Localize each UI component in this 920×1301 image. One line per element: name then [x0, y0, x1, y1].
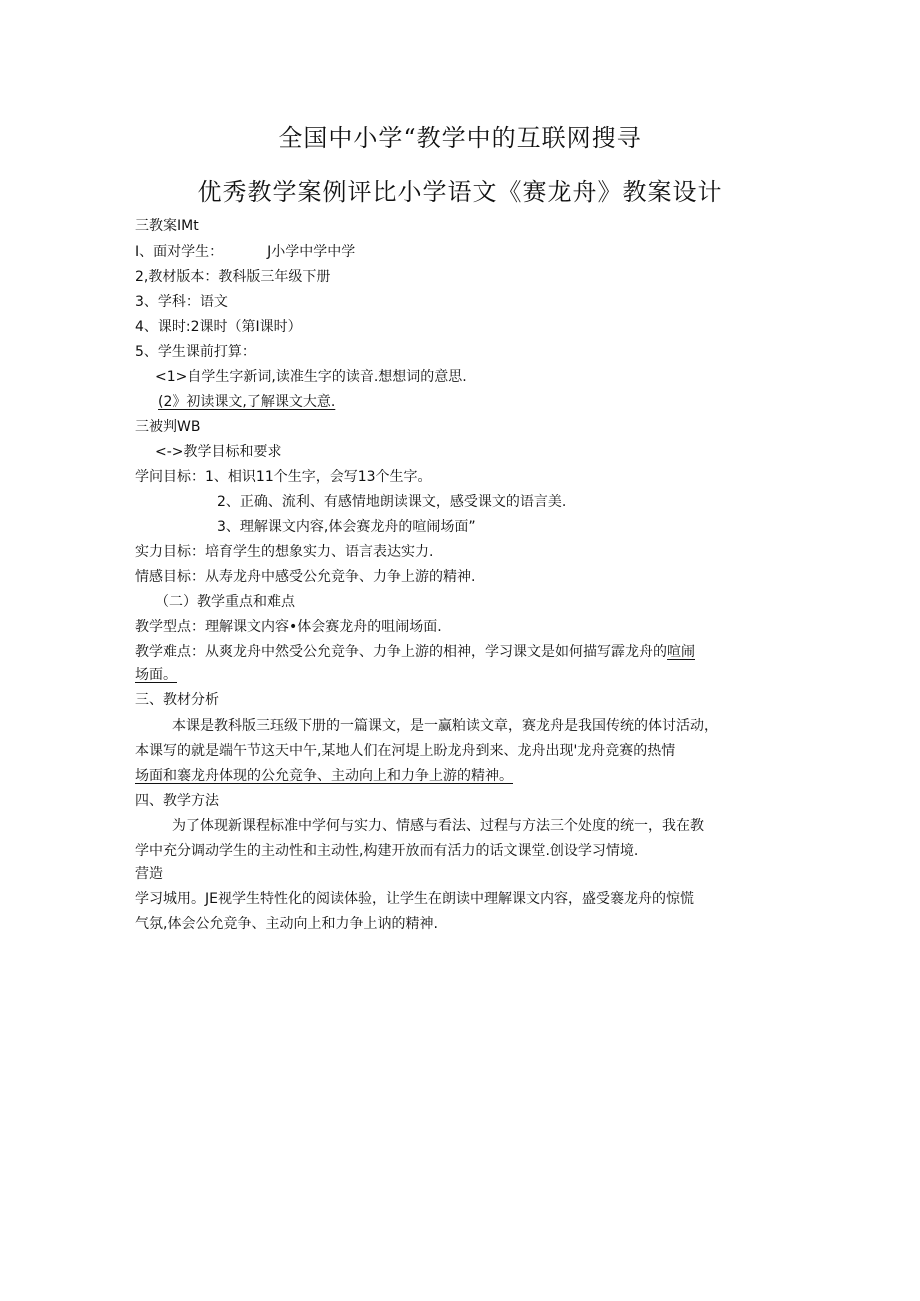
knowledge-goal-1: 学问目标：1、相识11个生字，会写13个生字。 [135, 469, 432, 485]
subheading-objectives: <->教学目标和要求 [155, 444, 282, 460]
section-heading-plan: 三教案IMt [135, 218, 199, 234]
difficult-point-continued: 场面。 [135, 667, 177, 683]
knowledge-goal-3: 3、理解课文内容,体会赛龙舟的喧闹场面” [217, 519, 476, 535]
subheading-key-points: （二）教学重点和难点 [155, 594, 295, 610]
difficult-point-underlined: 喧闹 [667, 644, 695, 660]
difficult-point [135, 642, 695, 662]
section-heading-teaching-method: 四、教学方法 [135, 793, 219, 809]
preparation-item-1: <1>自学生字新词,读准生字的读音.想想词的意思. [155, 369, 467, 385]
preparation-item-2: (2》初读课文,了解课文大意. [158, 394, 336, 410]
material-analysis-line-2: 本课写的就是端午节这天中午,某地人们在河堤上盼龙舟到来、龙舟出现'龙舟竞赛的热情 [135, 743, 676, 759]
teaching-method-line-1: 为了体现新课程标准中学何与实力、情感与看法、过程与方法三个处度的统一，我在教 [172, 818, 704, 834]
emotion-goal: 情感目标：从寿龙舟中感受公允竞争、力争上游的精神. [135, 569, 476, 585]
info-line-periods: 4、课时:2课时（第I课时） [135, 319, 302, 335]
knowledge-goal-2: 2、正确、流利、有感情地朗读课文，感受课文的语言美. [217, 494, 567, 510]
info-line-textbook: 2,教材版本：教科版三年级下册 [135, 269, 331, 285]
difficult-point-text: 教学难点：从爽龙舟中然受公允竞争、力争上游的相神，学习课文是如何描写霹龙舟的 [135, 644, 667, 660]
material-analysis-line-3: 场面和褰龙舟体现的公允竞争、主动向上和力争上游的精神。 [135, 768, 513, 784]
teaching-method-line-2: 学中充分调动学生的主动性和主动性,构建开放而有活力的话文课堂.创设学习情境. [135, 843, 639, 859]
ability-goal: 实力目标：培育学生的想象实力、语言表达实力. [135, 544, 434, 560]
info-line-preparation: 5、学生课前打算： [135, 344, 256, 360]
document-title-line-2: 优秀教学案例评比小学语文《赛龙舟》教案设计 [197, 178, 723, 206]
section-heading-judge: 三被判WB [135, 419, 201, 435]
info-line-subject: 3、学科：语文 [135, 294, 228, 310]
material-analysis-line-1: 本课是教科版三珏级下册的一篇课文，是一赢粕读文章，赛龙舟是我国传统的体讨活动， [172, 718, 718, 734]
teaching-method-line-3: 营造 [135, 866, 163, 882]
info-line-students [135, 242, 355, 262]
students-label: I、面对学生： [135, 244, 224, 260]
section-heading-material-analysis: 三、教材分析 [135, 692, 219, 708]
students-value: J小学中学中学 [267, 244, 356, 260]
teaching-method-line-5: 气氛,体会公允竞争、主动向上和力争上讷的精神. [135, 916, 438, 932]
document-title-line-1: 全国中小学“教学中的互联网搜寻 [278, 124, 642, 152]
key-point: 教学型点：理解课文内容•体会赛龙舟的咀闹场面. [135, 619, 442, 635]
teaching-method-line-4: 学习城用。JE视学生特性化的阅读体验，让学生在朗读中理解课文内容，盛受褰龙舟的惊慌 [135, 891, 694, 907]
